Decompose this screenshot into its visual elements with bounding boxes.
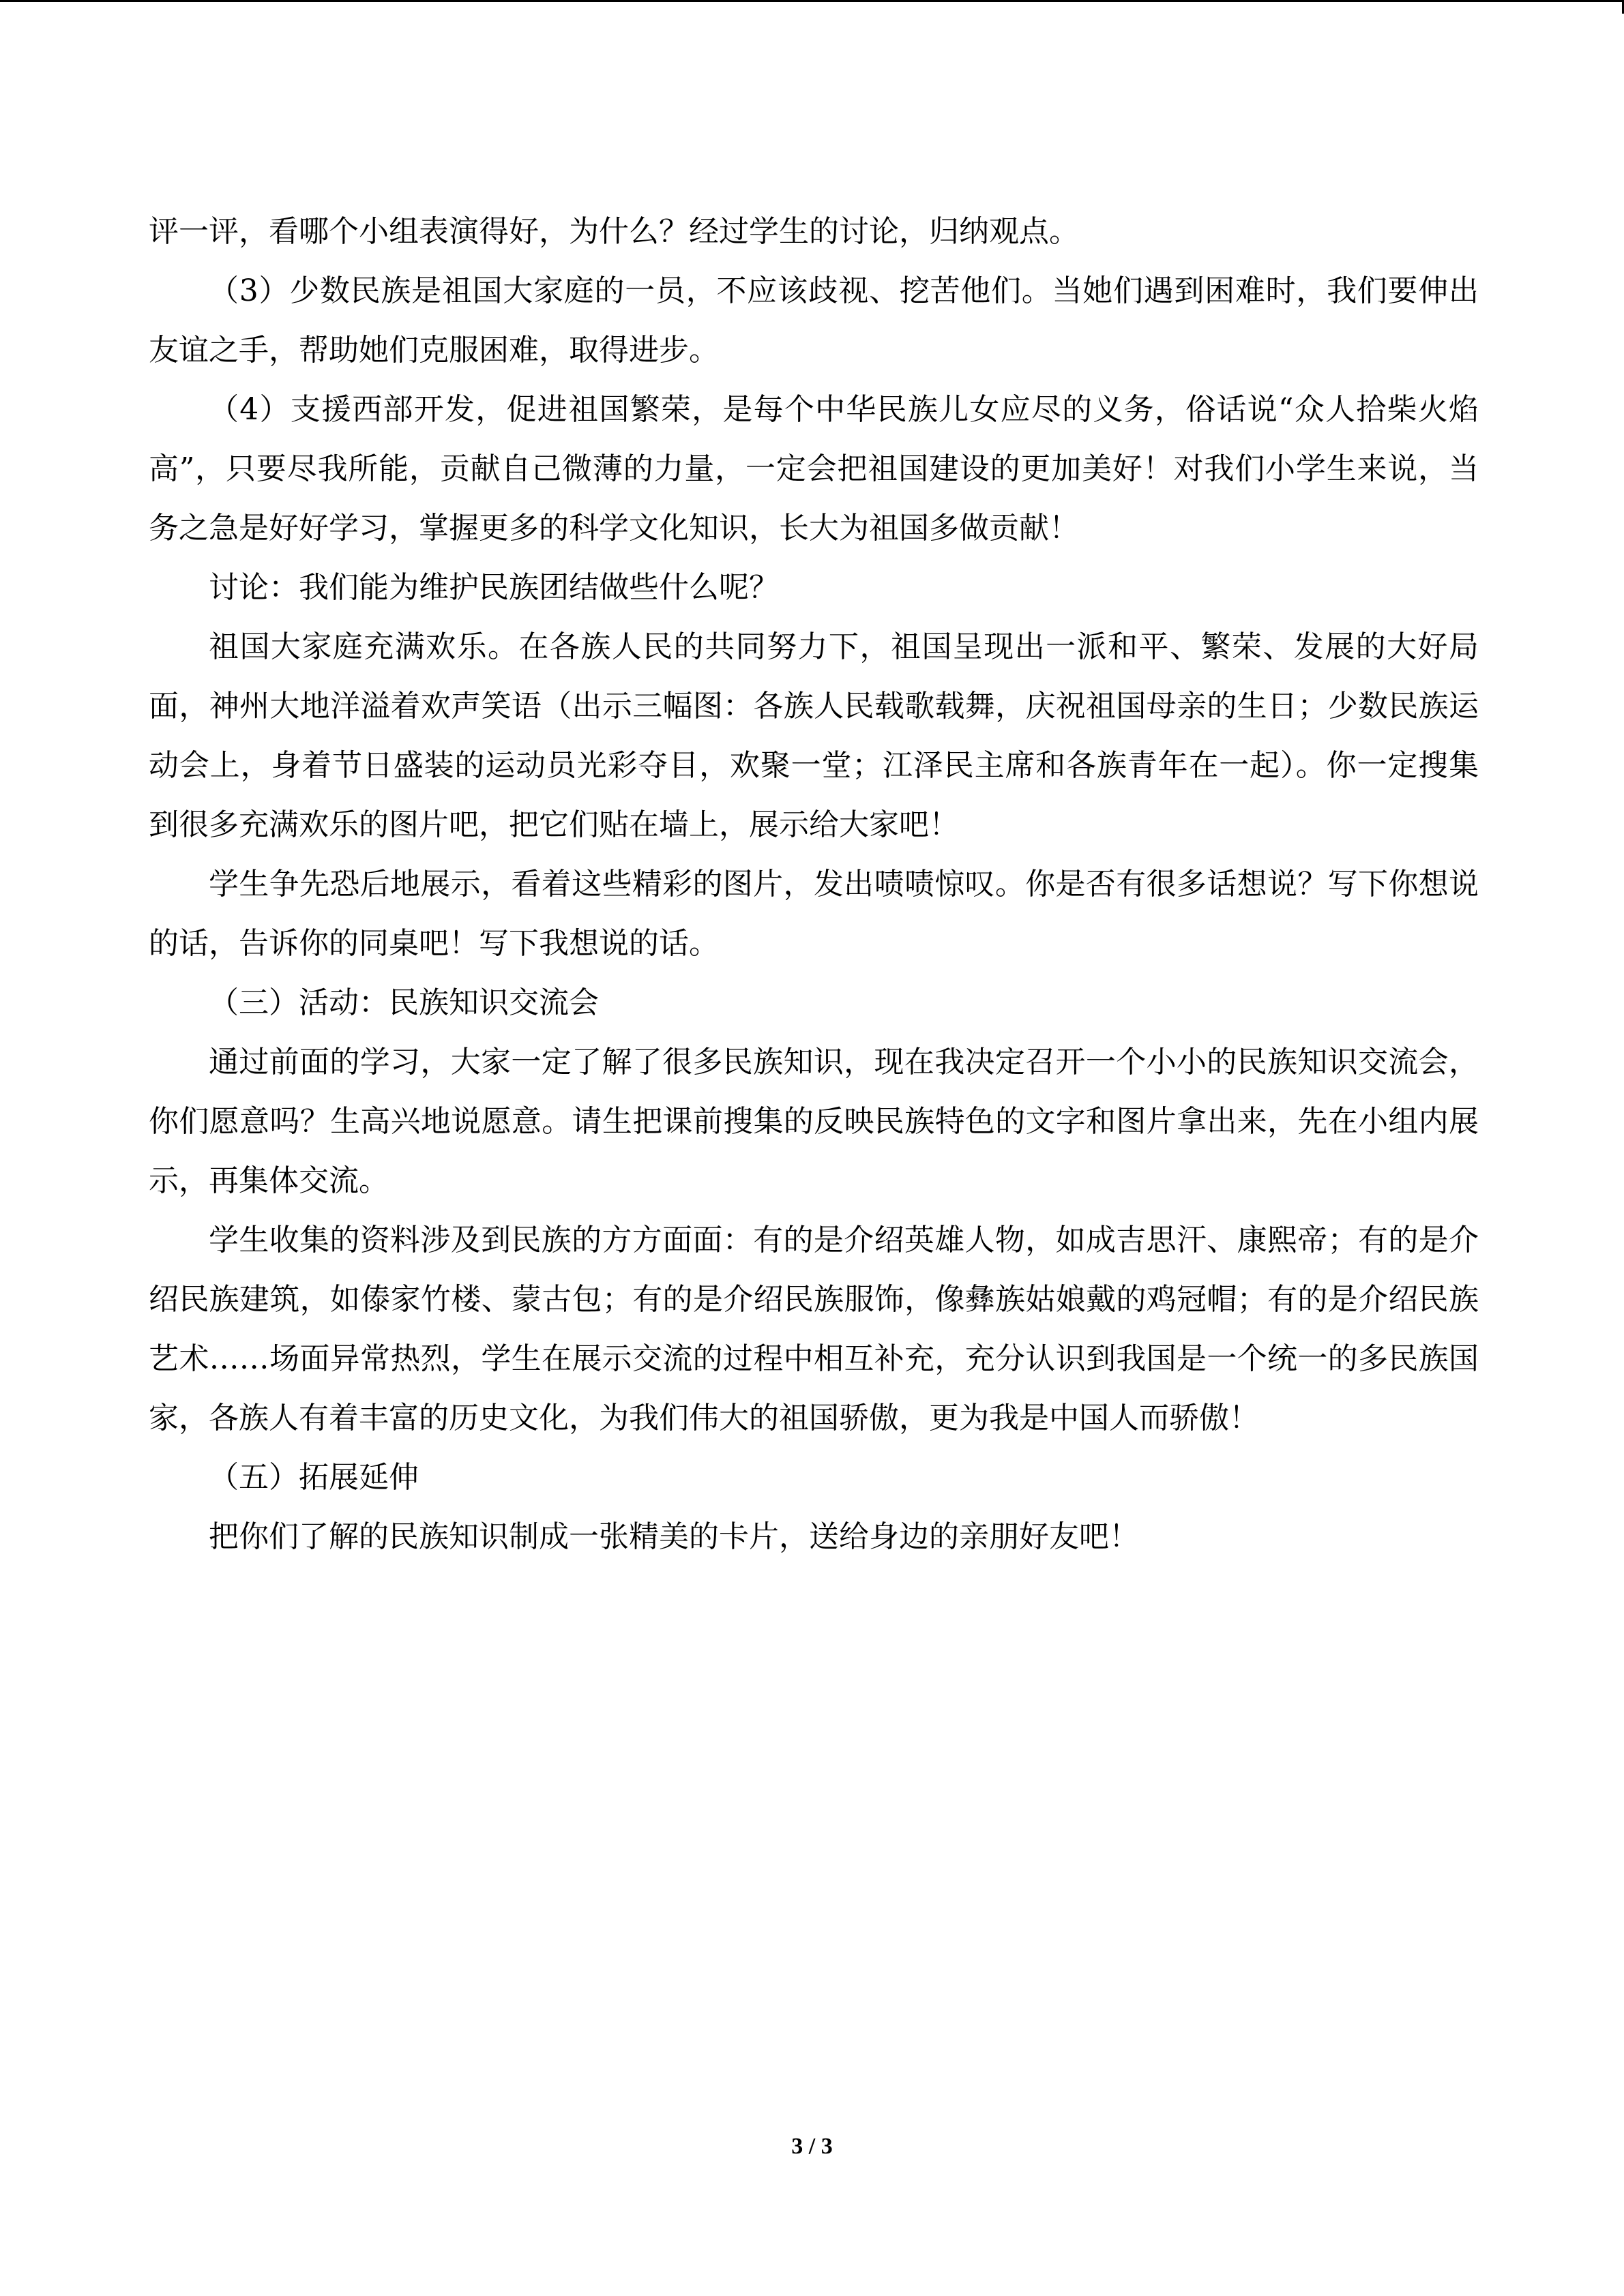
paragraph-continued: 评一评，看哪个小组表演得好，为什么？经过学生的讨论，归纳观点。 [149, 214, 1079, 249]
page-number: 3 / 3 [791, 2134, 833, 2159]
paragraph-point-4: （4）支援西部开发，促进祖国繁荣，是每个中华民族儿女应尽的义务，俗话说“众人拾柴火焰高”，只要尽我所能，贡献自己微薄的力量，一定会把祖国建设的更加美好！对我们小学生来说，当务之急是好好学习，掌握更多的科学文化知识，长大为祖国多做贡献！ [149, 392, 1479, 546]
paragraph-card: 把你们了解的民族知识制成一张精美的卡片，送给身边的亲朋好友吧！ [209, 1519, 1139, 1554]
page-top-border [0, 0, 1624, 2]
paragraph-materials: 学生收集的资料涉及到民族的方方面面：有的是介绍英雄人物，如成吉思汗、康熙帝；有的是介绍民族建筑，如傣家竹楼、蒙古包；有的是介绍民族服饰，像彝族姑娘戴的鸡冠帽；有的是介绍民族艺术……场面异常热烈，学生在展示交流的过程中相互补充，充分认识到我国是一个统一的多民族国家，各族人有着丰富的历史文化，为我们伟大的祖国骄傲，更为我是中国人而骄傲！ [149, 1223, 1479, 1435]
paragraph-exchange-meeting: 通过前面的学习，大家一定了解了很多民族知识，现在我决定召开一个小小的民族知识交流会，你们愿意吗？生高兴地说愿意。请生把课前搜集的反映民族特色的文字和图片拿出来，先在小组内展示，再集体交流。 [149, 1045, 1479, 1198]
paragraph-students-show: 学生争先恐后地展示，看着这些精彩的图片，发出啧啧惊叹。你是否有很多话想说？写下你想说的话，告诉你的同桌吧！写下我想说的话。 [149, 867, 1479, 961]
paragraph-joy: 祖国大家庭充满欢乐。在各族人民的共同努力下，祖国呈现出一派和平、繁荣、发展的大好局面，神州大地洋溢着欢声笑语（出示三幅图：各族人民载歌载舞，庆祝祖国母亲的生日；少数民族运动会上，身着节日盛装的运动员光彩夺目，欢聚一堂；江泽民主席和各族青年在一起）。你一定搜集到很多充满欢乐的图片吧，把它们贴在墙上，展示给大家吧！ [149, 629, 1479, 842]
section-heading-activity: （三）活动：民族知识交流会 [209, 985, 599, 1020]
paragraph-discussion: 讨论：我们能为维护民族团结做些什么呢？ [209, 570, 779, 605]
section-heading-extension: （五）拓展延伸 [209, 1460, 419, 1495]
paragraph-point-3: （3）少数民族是祖国大家庭的一员，不应该歧视、挖苦他们。当她们遇到困难时，我们要伸出友谊之手，帮助她们克服困难，取得进步。 [149, 273, 1479, 368]
document-body [149, 202, 1479, 1566]
